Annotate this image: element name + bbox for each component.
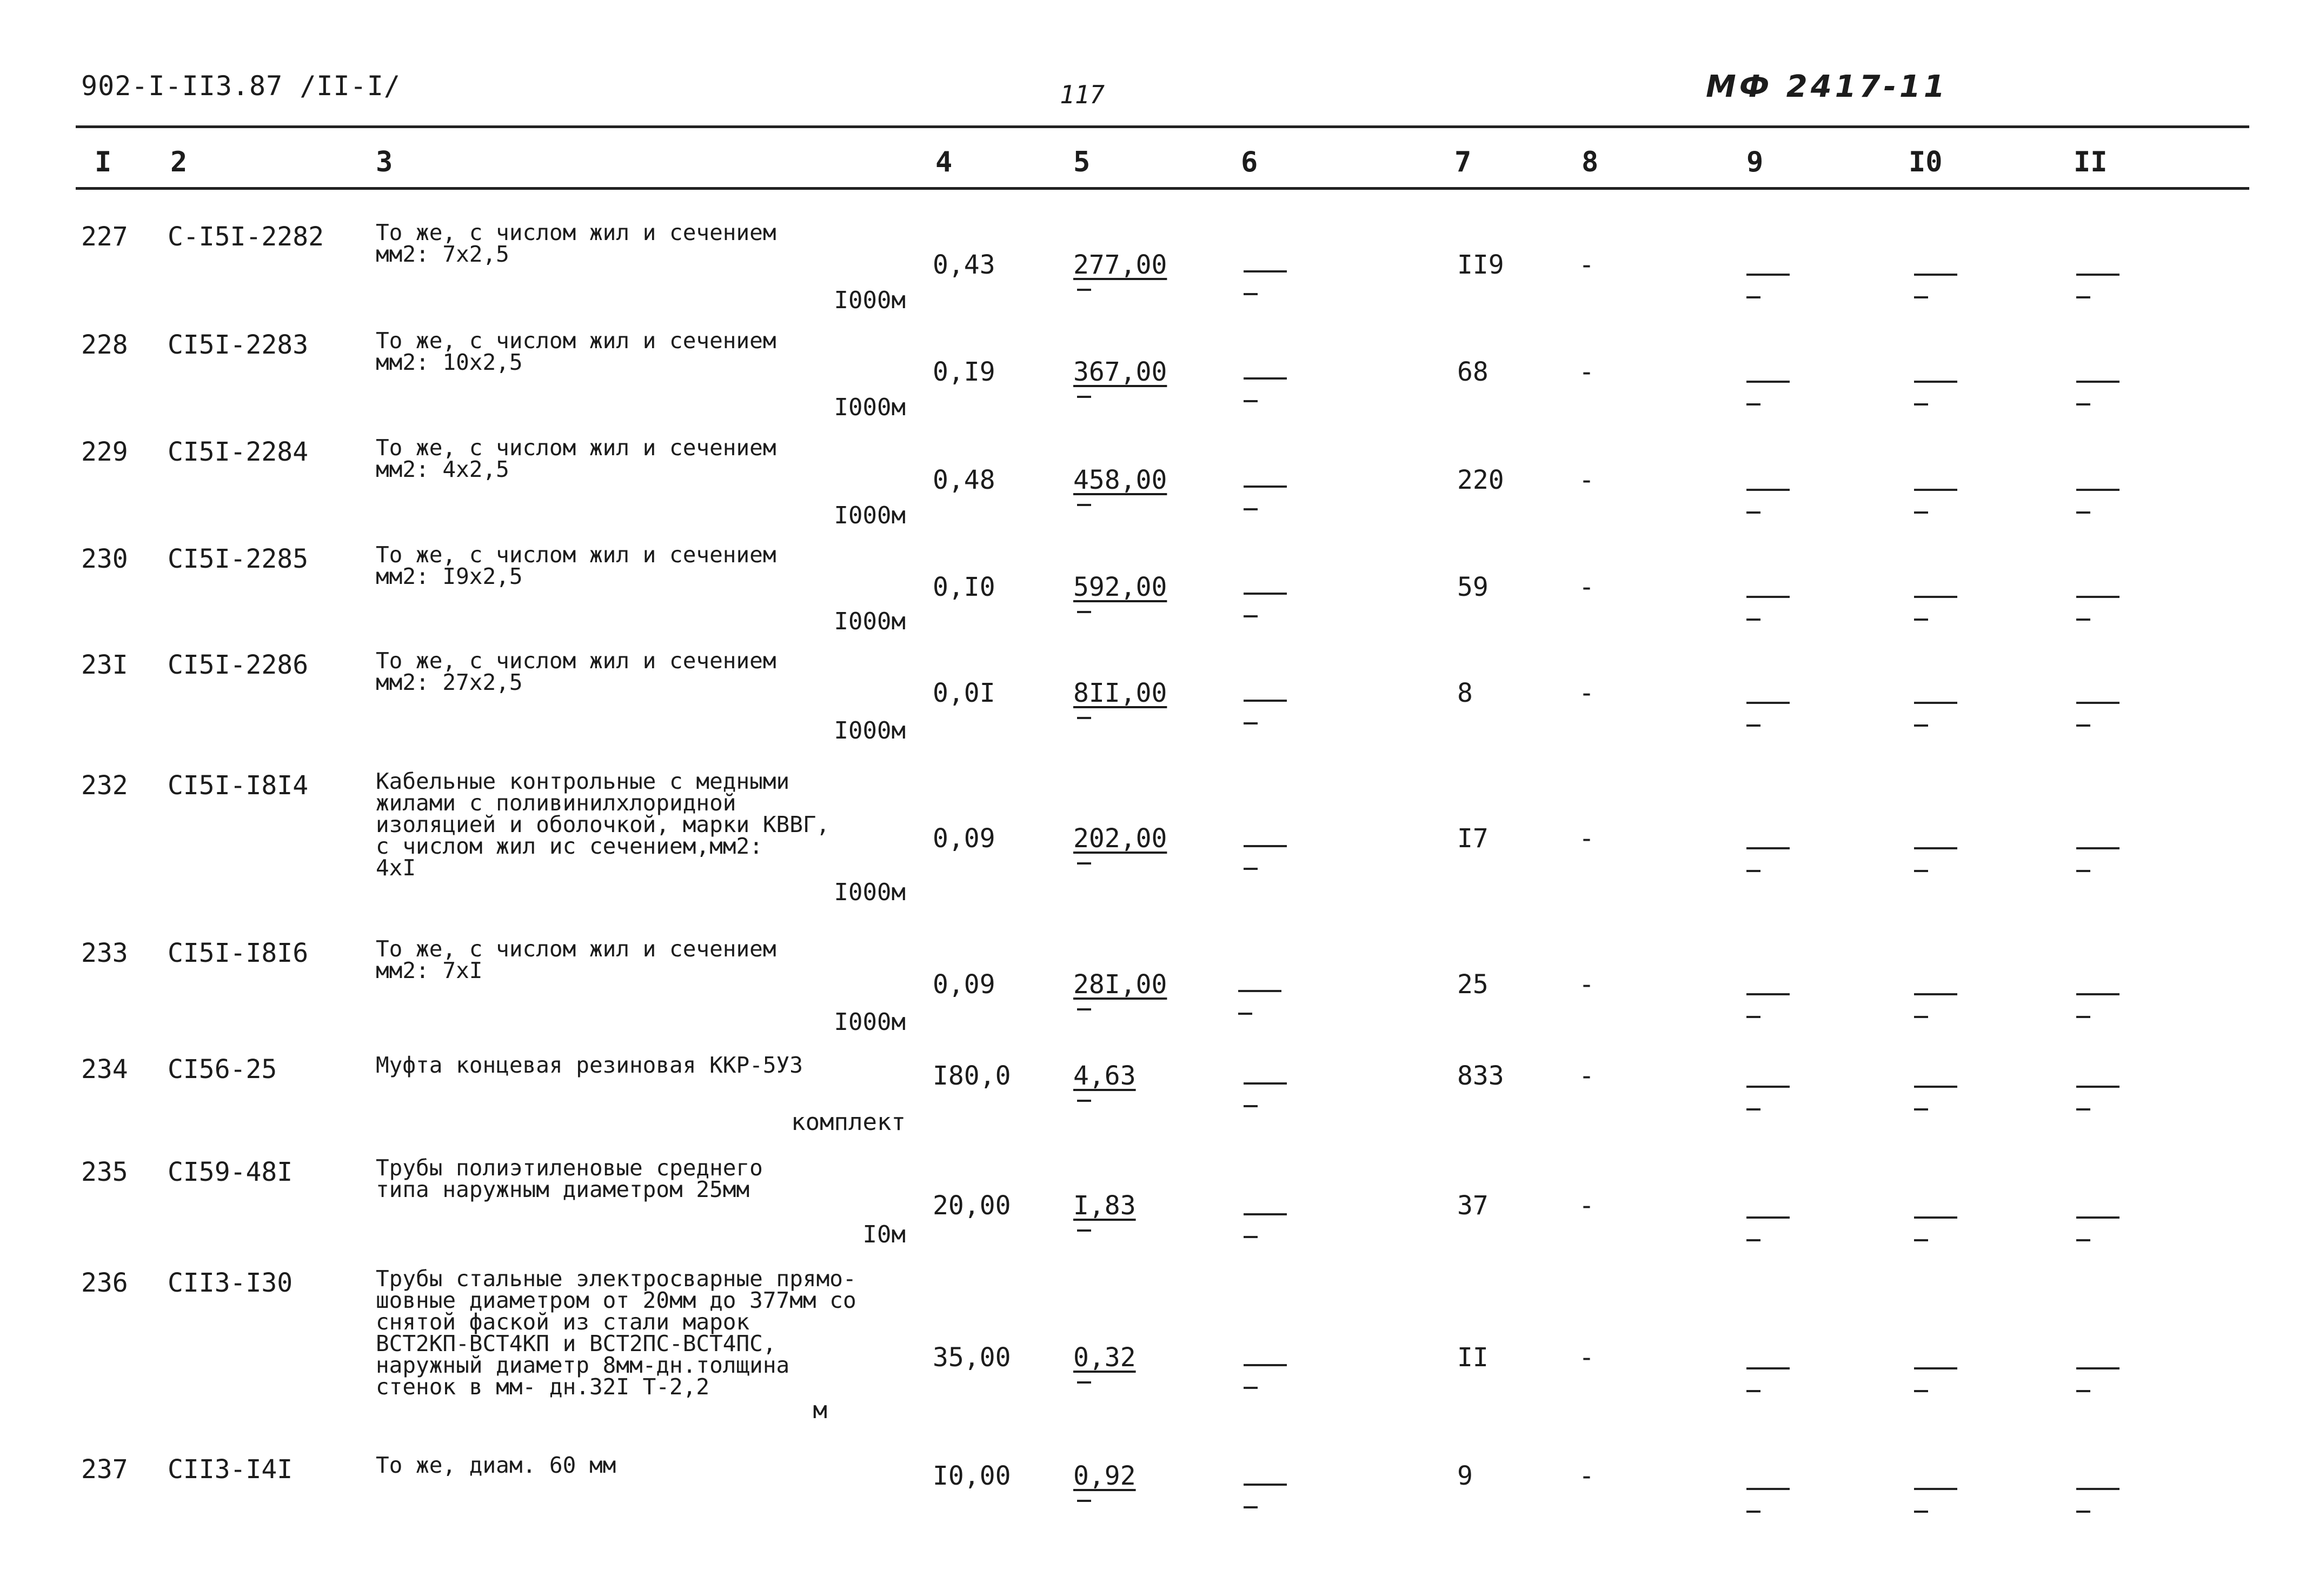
col-3: 3 <box>376 146 393 178</box>
dash-mark <box>1077 1229 1091 1232</box>
quantity: 0,09 <box>933 823 995 854</box>
unit: I000м <box>834 502 906 529</box>
empty-mark <box>1244 476 1298 519</box>
quantity: 0,0I <box>933 678 995 708</box>
price-code: CI5I-2284 <box>168 437 309 467</box>
empty-mark <box>2076 1207 2130 1250</box>
empty-mark <box>2076 983 2130 1027</box>
description: Трубы стальные электросварные прямо- шовные диаметром от 20мм до 377мм со снятой фаской из стали марок ВСТ2КП-ВСТ4КП и ВСТ2ПС-ВСТ4ПС, наружный диаметр 8мм-дн.толщина стенок в мм- дн.32I Т-2,2 <box>376 1266 856 1400</box>
unit: I000м <box>834 1008 906 1036</box>
quantity: 35,00 <box>933 1342 1011 1373</box>
col-8-value: - <box>1579 823 1594 854</box>
col-4: 4 <box>935 146 953 178</box>
empty-mark <box>1244 1474 1298 1517</box>
col-8-value: - <box>1579 1061 1594 1091</box>
col-7-value: 59 <box>1457 572 1489 602</box>
empty-mark <box>1746 586 1800 629</box>
doc-code: 902-I-II3.87 /II-I/ <box>81 70 401 102</box>
empty-mark <box>1914 1478 1968 1521</box>
table-row <box>0 1054 2299 1162</box>
unit: I000м <box>834 608 906 635</box>
unit-price: 28I,00 <box>1073 969 1167 1000</box>
col-8-value: - <box>1579 1461 1594 1491</box>
col-7-value: 8 <box>1457 678 1473 708</box>
col-8-value: - <box>1579 1191 1594 1221</box>
quantity: 0,09 <box>933 969 995 1000</box>
unit-price: 8II,00 <box>1073 678 1167 708</box>
col-8-value: - <box>1579 465 1594 495</box>
price-code: CI5I-I8I4 <box>168 770 309 801</box>
row-number: 230 <box>81 544 128 574</box>
col-2: 2 <box>170 146 188 178</box>
col-8-value: - <box>1579 572 1594 602</box>
col-7-value: 833 <box>1457 1061 1504 1091</box>
price-code: CI5I-I8I6 <box>168 938 309 968</box>
col-7-value: II9 <box>1457 250 1504 280</box>
price-code: CI5I-2286 <box>168 650 309 680</box>
row-number: 227 <box>81 222 128 252</box>
price-code: C-I5I-2282 <box>168 222 324 252</box>
dash-mark <box>1077 1381 1091 1384</box>
row-number: 237 <box>81 1454 128 1485</box>
top-rule <box>76 125 2249 128</box>
dash-mark <box>1077 504 1091 506</box>
page-number: 117 <box>1060 80 1105 109</box>
unit: I000м <box>834 879 906 906</box>
quantity: 0,43 <box>933 250 995 280</box>
description: То же, с числом жил и сечением мм2: 7х2,5 <box>376 220 776 267</box>
table-row <box>0 1157 2299 1265</box>
sheet-mark: МФ 2417-11 <box>1706 69 1948 104</box>
unit: комплект <box>791 1108 906 1136</box>
quantity: I80,0 <box>933 1061 1011 1091</box>
unit-price: I,83 <box>1073 1191 1136 1221</box>
dash-mark <box>1077 396 1091 398</box>
row-number: 234 <box>81 1054 128 1085</box>
col-5: 5 <box>1073 146 1091 178</box>
description: Муфта концевая резиновая ККР-5У3 <box>376 1052 803 1078</box>
dash-mark <box>1077 862 1091 864</box>
dash-mark <box>1077 289 1091 291</box>
description: То же, с числом жил и сечением мм2: 10х2,5 <box>376 328 776 375</box>
empty-mark <box>1914 479 1968 522</box>
empty-mark <box>1746 837 1800 881</box>
description: То же, с числом жил и сечением мм2: I9х2,5 <box>376 542 776 589</box>
empty-mark <box>1746 371 1800 414</box>
price-code: CI56-25 <box>168 1054 277 1085</box>
empty-mark <box>2076 479 2130 522</box>
description: Трубы полиэтиленовые среднего типа наружным диаметром 25мм <box>376 1155 763 1202</box>
empty-mark <box>1244 1354 1298 1398</box>
price-code: CII3-I30 <box>168 1268 293 1298</box>
table-row <box>0 330 2299 438</box>
price-code: CI5I-2283 <box>168 330 309 360</box>
col-11: II <box>2074 146 2108 178</box>
unit-price: 367,00 <box>1073 357 1167 387</box>
unit: I000м <box>834 287 906 314</box>
empty-mark <box>1746 692 1800 735</box>
dash-mark <box>1077 1008 1091 1010</box>
dash-mark <box>1077 1100 1091 1102</box>
col-10: I0 <box>1909 146 1943 178</box>
col-7-value: 9 <box>1457 1461 1473 1491</box>
empty-mark <box>1746 1076 1800 1119</box>
empty-mark <box>2076 1358 2130 1401</box>
empty-mark <box>1914 837 1968 881</box>
row-number: 236 <box>81 1268 128 1298</box>
empty-mark <box>1244 261 1298 304</box>
table-row <box>0 770 2299 922</box>
unit-price: 458,00 <box>1073 465 1167 495</box>
empty-mark <box>1914 264 1968 307</box>
quantity: 0,48 <box>933 465 995 495</box>
row-number: 233 <box>81 938 128 968</box>
empty-mark <box>1244 690 1298 733</box>
row-number: 23I <box>81 650 128 680</box>
empty-mark <box>1914 692 1968 735</box>
empty-mark <box>2076 1478 2130 1521</box>
empty-mark <box>1244 583 1298 626</box>
empty-mark <box>1914 1076 1968 1119</box>
empty-mark <box>1914 1207 1968 1250</box>
empty-mark <box>1746 983 1800 1027</box>
unit: I000м <box>834 394 906 421</box>
empty-mark <box>1914 371 1968 414</box>
table-row <box>0 437 2299 545</box>
col-8-value: - <box>1579 357 1594 387</box>
col-7-value: 68 <box>1457 357 1489 387</box>
quantity: I0,00 <box>933 1461 1011 1491</box>
col-7: 7 <box>1454 146 1472 178</box>
empty-mark <box>1746 1358 1800 1401</box>
table-row <box>0 1454 2299 1562</box>
unit: м <box>813 1396 827 1424</box>
row-number: 228 <box>81 330 128 360</box>
price-code: CI5I-2285 <box>168 544 309 574</box>
empty-mark <box>1746 1207 1800 1250</box>
unit: I0м <box>862 1221 906 1248</box>
col-1: I <box>95 146 112 178</box>
col-7-value: 220 <box>1457 465 1504 495</box>
empty-mark <box>1244 835 1298 879</box>
unit-price: 202,00 <box>1073 823 1167 854</box>
dash-mark <box>1077 1500 1091 1502</box>
unit-price: 0,32 <box>1073 1342 1136 1373</box>
col-8-value: - <box>1579 250 1594 280</box>
empty-mark <box>1244 368 1298 411</box>
col-8-value: - <box>1579 1342 1594 1373</box>
empty-mark <box>1746 479 1800 522</box>
empty-mark <box>2076 837 2130 881</box>
unit-price: 277,00 <box>1073 250 1167 280</box>
unit: I000м <box>834 717 906 744</box>
empty-mark <box>1914 983 1968 1027</box>
empty-mark <box>1914 586 1968 629</box>
quantity: 20,00 <box>933 1191 1011 1221</box>
empty-mark <box>1746 1478 1800 1521</box>
table-row <box>0 938 2299 1046</box>
col-7-value: 25 <box>1457 969 1489 1000</box>
col-9: 9 <box>1746 146 1764 178</box>
col-7-value: II <box>1457 1342 1489 1373</box>
empty-mark <box>2076 1076 2130 1119</box>
unit-price: 0,92 <box>1073 1461 1136 1491</box>
col-8: 8 <box>1582 146 1599 178</box>
row-number: 232 <box>81 770 128 801</box>
table-row <box>0 544 2299 652</box>
empty-mark <box>2076 264 2130 307</box>
table-row <box>0 650 2299 758</box>
empty-mark <box>1244 1203 1298 1247</box>
unit-price: 592,00 <box>1073 572 1167 602</box>
quantity: 0,I9 <box>933 357 995 387</box>
quantity: 0,I0 <box>933 572 995 602</box>
unit-price: 4,63 <box>1073 1061 1136 1091</box>
table-row <box>0 222 2299 330</box>
empty-mark <box>1238 980 1292 1023</box>
description: Кабельные контрольные с медными жилами с поливинилхлоридной изоляцией и оболочкой, марки КВВГ, с числом жил ис сечением,мм2: 4хI <box>376 768 830 881</box>
col-8-value: - <box>1579 969 1594 1000</box>
description: То же, с числом жил и сечением мм2: 4х2,5 <box>376 435 776 482</box>
col-7-value: 37 <box>1457 1191 1489 1221</box>
col-7-value: I7 <box>1457 823 1489 854</box>
empty-mark <box>2076 692 2130 735</box>
col-8-value: - <box>1579 678 1594 708</box>
col-6: 6 <box>1241 146 1258 178</box>
empty-mark <box>1914 1358 1968 1401</box>
dash-mark <box>1077 717 1091 719</box>
price-code: CII3-I4I <box>168 1454 293 1485</box>
description: То же, диам. 60 мм <box>376 1452 616 1478</box>
description: То же, с числом жил и сечением мм2: 7хI <box>376 936 776 983</box>
empty-mark <box>1244 1073 1298 1116</box>
table-row <box>0 1268 2299 1441</box>
empty-mark <box>1746 264 1800 307</box>
row-number: 229 <box>81 437 128 467</box>
header-rule <box>76 187 2249 190</box>
row-number: 235 <box>81 1157 128 1187</box>
price-code: CI59-48I <box>168 1157 293 1187</box>
dash-mark <box>1077 611 1091 613</box>
empty-mark <box>2076 371 2130 414</box>
description: То же, с числом жил и сечением мм2: 27х2,5 <box>376 648 776 695</box>
empty-mark <box>2076 586 2130 629</box>
